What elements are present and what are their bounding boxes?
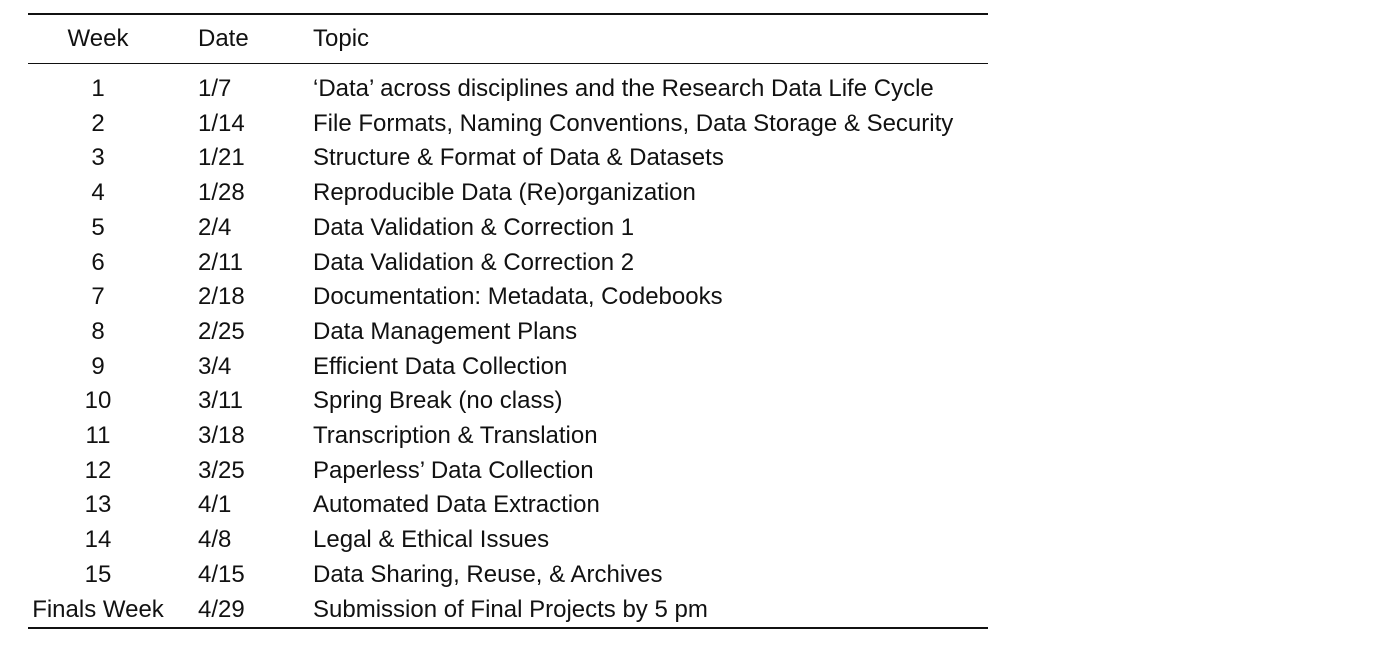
course-schedule bbox=[28, 13, 988, 629]
topic-cell: Data Validation & Correction 1 bbox=[313, 213, 635, 241]
topic-cell: File Formats, Naming Conventions, Data Storage & Security bbox=[313, 109, 954, 137]
date-cell: 3/4 bbox=[198, 352, 232, 380]
week-cell: 8 bbox=[91, 317, 105, 345]
week-cell: 9 bbox=[91, 352, 105, 380]
table-row bbox=[28, 523, 988, 558]
week-cell: Finals Week bbox=[32, 595, 164, 623]
date-cell: 1/14 bbox=[198, 109, 245, 137]
week-cell: 11 bbox=[85, 422, 111, 450]
topic-cell: Automated Data Extraction bbox=[313, 491, 600, 519]
date-cell: 2/11 bbox=[198, 248, 243, 276]
table-row bbox=[28, 488, 988, 523]
schedule-table bbox=[28, 13, 988, 629]
table-row bbox=[28, 454, 988, 489]
table-row bbox=[28, 558, 988, 593]
week-cell: 6 bbox=[91, 248, 105, 276]
topic-cell: Data Management Plans bbox=[313, 317, 578, 345]
topic-cell: Submission of Final Projects by 5 pm bbox=[313, 595, 708, 623]
topic-cell: Paperless’ Data Collection bbox=[313, 456, 594, 484]
date-header: Date bbox=[198, 25, 249, 52]
date-cell: 1/28 bbox=[198, 179, 245, 207]
week-cell: 13 bbox=[84, 491, 112, 519]
table-row bbox=[28, 280, 988, 315]
topic-cell: Transcription & Translation bbox=[313, 422, 598, 450]
header-row bbox=[28, 14, 988, 64]
table-row bbox=[28, 384, 988, 419]
week-header: Week bbox=[67, 25, 129, 52]
schedule-body bbox=[28, 64, 988, 629]
table-row bbox=[28, 141, 988, 176]
week-cell: 15 bbox=[84, 560, 112, 588]
date-cell: 4/8 bbox=[198, 526, 232, 554]
topic-cell: Spring Break (no class) bbox=[313, 387, 563, 415]
date-cell: 2/18 bbox=[198, 283, 245, 311]
week-cell: 14 bbox=[84, 526, 112, 554]
topic-cell: Efficient Data Collection bbox=[313, 352, 568, 380]
table-row bbox=[28, 211, 988, 246]
date-cell: 4/29 bbox=[198, 595, 245, 623]
topic-cell: Structure & Format of Data & Datasets bbox=[313, 144, 724, 172]
date-cell: 3/18 bbox=[198, 422, 245, 450]
date-cell: 2/25 bbox=[198, 317, 245, 345]
date-cell: 2/4 bbox=[198, 213, 232, 241]
table-row bbox=[28, 350, 988, 385]
week-cell: 12 bbox=[84, 456, 112, 484]
week-cell: 7 bbox=[91, 283, 105, 311]
date-cell: 4/1 bbox=[198, 491, 232, 519]
table-row bbox=[28, 176, 988, 211]
date-cell: 1/21 bbox=[198, 144, 245, 172]
week-cell: 10 bbox=[84, 387, 112, 415]
topic-cell: Data Validation & Correction 2 bbox=[313, 248, 635, 276]
topic-header: Topic bbox=[313, 25, 370, 52]
date-cell: 3/11 bbox=[198, 387, 243, 415]
week-cell: 5 bbox=[91, 213, 105, 241]
week-cell: 3 bbox=[91, 144, 105, 172]
week-cell: 1 bbox=[91, 75, 105, 102]
table-row bbox=[28, 593, 988, 629]
table-row bbox=[28, 107, 988, 142]
date-cell: 4/15 bbox=[198, 560, 245, 588]
table-row bbox=[28, 315, 988, 350]
topic-cell: Legal & Ethical Issues bbox=[313, 526, 550, 554]
table-row bbox=[28, 419, 988, 454]
topic-cell: ‘Data’ across disciplines and the Research Data Life Cycle bbox=[313, 75, 934, 102]
date-cell: 3/25 bbox=[198, 456, 245, 484]
topic-cell: Data Sharing, Reuse, & Archives bbox=[313, 560, 663, 588]
topic-cell: Documentation: Metadata, Codebooks bbox=[313, 283, 723, 311]
week-cell: 4 bbox=[91, 179, 105, 207]
week-cell: 2 bbox=[91, 109, 105, 137]
table-row bbox=[28, 64, 988, 107]
topic-cell: Reproducible Data (Re)organization bbox=[313, 179, 696, 207]
date-cell: 1/7 bbox=[198, 75, 232, 102]
table-row bbox=[28, 246, 988, 281]
